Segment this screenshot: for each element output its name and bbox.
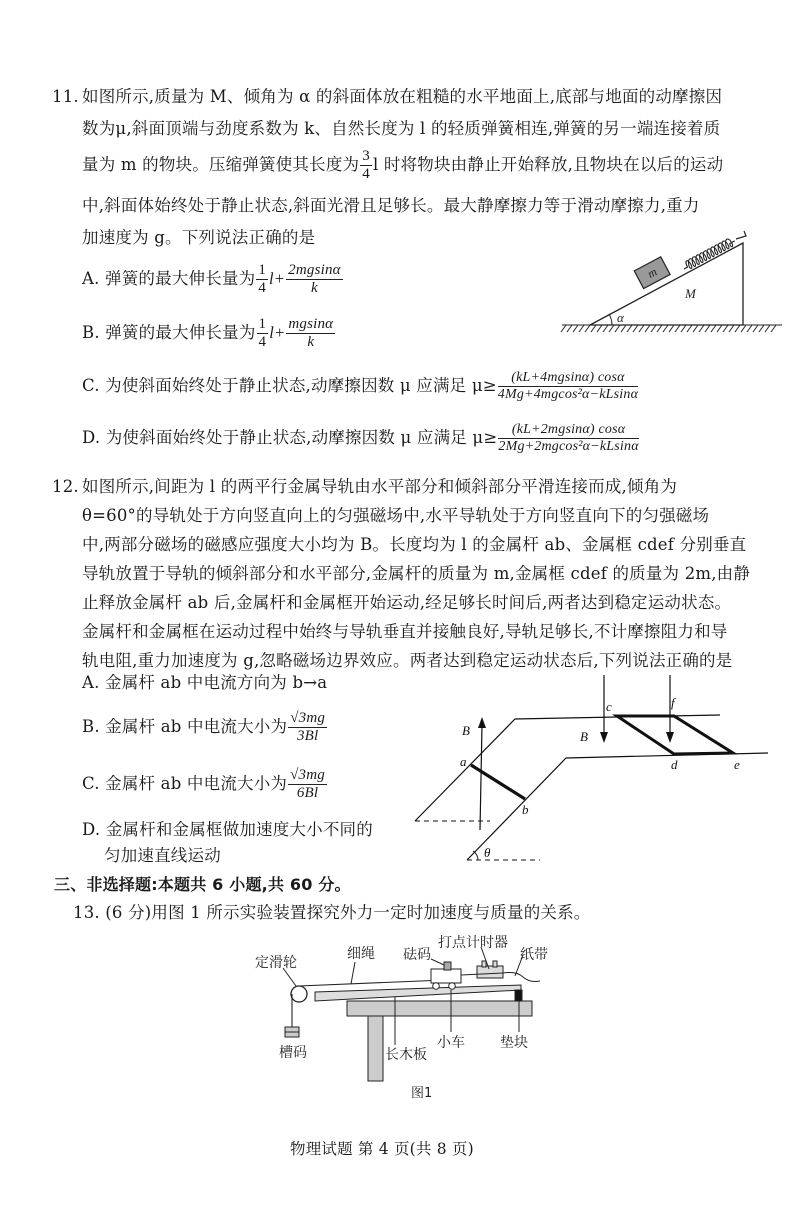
q11-line-3 [82, 148, 723, 183]
fraction-denominator: 2Mg+2mgcos²α−kLsinα [498, 439, 639, 454]
frame-cdef [617, 716, 733, 754]
q11-line-1: 如图所示,质量为 M、倾角为 α 的斜面体放在粗糙的水平地面上,底部与地面的动摩擦因 [82, 87, 723, 106]
hatch-mark [657, 325, 662, 332]
label-theta: θ [484, 845, 491, 860]
q12-option-a: A. 金属杆 ab 中电流方向为 b→a [82, 673, 328, 692]
fraction-denominator: 4Mg+4mgcos²α−kLsinα [497, 387, 639, 402]
table-leg [368, 1016, 383, 1081]
hatch-mark [675, 325, 680, 332]
q11-line-5: 加速度为 g。下列说法正确的是 [82, 228, 316, 247]
q11-fraction [360, 148, 372, 183]
fraction [498, 370, 638, 403]
hatch-mark [759, 325, 764, 332]
label-board: 长木板 [385, 1047, 427, 1063]
option-label: C. 金属杆 ab 中电流大小为 [82, 774, 288, 793]
section-3-heading: 三、非选择题:本题共 6 小题,共 60 分。 [54, 875, 351, 894]
hatch-mark [651, 325, 656, 332]
q12-line-1: 如图所示,间距为 l 的两平行金属导轨由水平部分和倾斜部分平滑连接而成,倾角为 [82, 477, 678, 496]
label-timer: 打点计时器 [438, 935, 508, 951]
hatch-mark [603, 325, 608, 332]
hatch-mark [579, 325, 584, 332]
label-f: f [671, 695, 675, 710]
fraction [257, 316, 269, 351]
hatch-mark [627, 325, 632, 332]
option-label: B. 弹簧的最大伸长量为 [82, 323, 256, 342]
hatch-mark [621, 325, 626, 332]
hatch-mark [669, 325, 674, 332]
option-label: A. 弹簧的最大伸长量为 [82, 269, 256, 288]
figure-caption: 图1 [411, 1086, 433, 1101]
q12-option-d-cont: 匀加速直线运动 [104, 846, 221, 865]
hatch-mark [609, 325, 614, 332]
q12-option-d: D. 金属杆和金属框做加速度大小不同的 [82, 820, 373, 839]
label-cart: 小车 [437, 1035, 465, 1051]
hatch-mark [639, 325, 644, 332]
fraction-denominator: 3Bl [296, 728, 319, 744]
fraction-numerator: √3mg [290, 710, 326, 726]
hatch-mark [693, 325, 698, 332]
fraction-numerator: 2mgsinα [288, 262, 341, 278]
cart [431, 969, 461, 983]
q12-option-c [82, 767, 328, 802]
fraction-numerator: 1 [258, 316, 267, 332]
fraction-denominator: k [311, 280, 318, 296]
option-label: D. 为使斜面始终处于静止状态,动摩擦因数 μ 应满足 μ≥ [82, 428, 498, 447]
q13-text: 13. (6 分)用图 1 所示实验装置探究外力一定时加速度与质量的关系。 [73, 903, 591, 922]
hatch-mark [567, 325, 572, 332]
hatch-mark [747, 325, 752, 332]
label-B-up: B [462, 723, 470, 738]
hatch-mark [771, 325, 776, 332]
hatch-mark [597, 325, 602, 332]
incline-body [590, 243, 743, 325]
label-pulley: 定滑轮 [255, 955, 297, 971]
fraction-numerator: (kL+2mgsinα) cosα [498, 422, 638, 439]
q11-option-d [82, 422, 640, 455]
label-e: e [734, 757, 740, 772]
q12-line-5: 止释放金属杆 ab 后,金属杆和金属框开始运动,经足够长时间后,两者达到稳定运动状态。 [82, 593, 732, 612]
fraction [286, 316, 335, 351]
fraction [288, 767, 327, 802]
label-c: c [606, 699, 612, 714]
q11-option-c [82, 370, 639, 403]
fraction-numerator: √3mg [290, 767, 325, 783]
q11-line-2: 数为μ,斜面顶端与劲度系数为 k、自然长度为 l 的轻质弹簧相连,弹簧的另一端连接着质 [82, 119, 721, 138]
label-a: a [460, 754, 467, 769]
fraction-numerator: 3 [362, 148, 370, 164]
hatch-mark [573, 325, 578, 332]
q11-line-4: 中,斜面体始终处于静止状态,斜面光滑且足够长。最大静摩擦力等于滑动摩擦力,重力 [82, 196, 700, 215]
fraction [288, 710, 327, 745]
q12-number: 12. [52, 477, 79, 496]
rope [299, 980, 445, 986]
hatch-mark [717, 325, 722, 332]
label-hook-weight: 槽码 [279, 1045, 307, 1061]
option-label: B. 金属杆 ab 中电流大小为 [82, 717, 288, 736]
q11-number: 11. [52, 87, 79, 106]
hatch-mark [681, 325, 686, 332]
label-rope: 细绳 [347, 946, 375, 962]
spring [681, 236, 736, 271]
angle-label: α [617, 310, 624, 325]
fraction-denominator: 4 [362, 166, 370, 182]
hatch-mark [741, 325, 746, 332]
hatch-mark [585, 325, 590, 332]
hatch-mark [765, 325, 770, 332]
q11-line-3b: l 时将物块由静止开始释放,且物块在以后的运动 [372, 155, 724, 174]
q11-option-a [82, 262, 344, 297]
spring-stop [736, 231, 746, 239]
hatch-mark [645, 325, 650, 332]
block [634, 257, 670, 289]
hatch-mark [729, 325, 734, 332]
hatch-mark [699, 325, 704, 332]
option-mid: l+ [269, 323, 286, 342]
ground-hatch [561, 325, 782, 332]
q12-rails-figure [400, 665, 780, 875]
label-tape: 纸带 [520, 947, 548, 963]
fraction-numerator: mgsinα [288, 316, 334, 332]
q11-line-3a: 量为 m 的物块。压缩弹簧使其长度为 [82, 155, 360, 174]
label-weight: 砝码 [403, 947, 431, 963]
q12-option-b [82, 710, 328, 745]
hatch-mark [687, 325, 692, 332]
fraction [256, 262, 268, 297]
fraction [286, 262, 343, 297]
option-label: C. 为使斜面始终处于静止状态,动摩擦因数 μ 应满足 μ≥ [82, 376, 497, 395]
hatch-mark [633, 325, 638, 332]
fraction-denominator: k [307, 334, 315, 350]
q12-line-7: 轨电阻,重力加速度为 g,忽略磁场边界效应。两者达到稳定运动状态后,下列说法正确的是 [82, 651, 733, 670]
fraction-numerator: (kL+4mgsinα) cosα [498, 370, 638, 387]
angle-arc [609, 314, 612, 325]
fraction-denominator: 6Bl [296, 785, 319, 801]
q12-line-4: 导轨放置于导轨的倾斜部分和水平部分,金属杆的质量为 m,金属框 cdef 的质量为 2m,由静 [82, 564, 751, 583]
q12-line-3: 中,两部分磁场的磁感应强度大小均为 B。长度均为 l 的金属杆 ab、金属框 cdef 分别垂直 [82, 535, 747, 554]
label-b: b [522, 802, 529, 817]
hatch-mark [735, 325, 740, 332]
body-label: M [685, 286, 696, 301]
fraction-denominator: 4 [258, 280, 267, 296]
pad-block [515, 990, 522, 1001]
hatch-mark [753, 325, 758, 332]
q11-option-b [82, 316, 336, 351]
option-mid: l+ [269, 269, 286, 288]
table-top [347, 1001, 532, 1016]
q12-line-2: θ=60°的导轨处于方向竖直向上的匀强磁场中,水平导轨处于方向竖直向下的匀强磁场 [82, 506, 710, 525]
cart-weight [444, 962, 451, 970]
hatch-mark [591, 325, 596, 332]
q11-incline-figure [560, 225, 785, 335]
hatch-mark [705, 325, 710, 332]
q13-apparatus-figure [255, 935, 575, 1105]
hatch-mark [711, 325, 716, 332]
long-board [315, 985, 521, 1001]
label-B-down: B [580, 729, 588, 744]
hatch-mark [561, 325, 566, 332]
pulley [291, 986, 307, 1002]
rod-ab [471, 765, 525, 799]
label-d: d [671, 757, 678, 772]
timer [477, 966, 503, 978]
fraction-denominator: 4 [258, 334, 267, 350]
hatch-mark [663, 325, 668, 332]
hatch-mark [615, 325, 620, 332]
fraction-numerator: 1 [258, 262, 267, 278]
page-footer: 物理试题 第 4 页(共 8 页) [290, 1140, 474, 1158]
q12-line-6: 金属杆和金属框在运动过程中始终与导轨垂直并接触良好,导轨足够长,不计摩擦阻力和导 [82, 622, 728, 641]
label-pad: 垫块 [500, 1035, 528, 1051]
block-label: m [645, 264, 660, 281]
rail-front [467, 753, 768, 860]
hatch-mark [723, 325, 728, 332]
fraction [498, 422, 638, 455]
b-field-up-arrow [480, 725, 482, 830]
